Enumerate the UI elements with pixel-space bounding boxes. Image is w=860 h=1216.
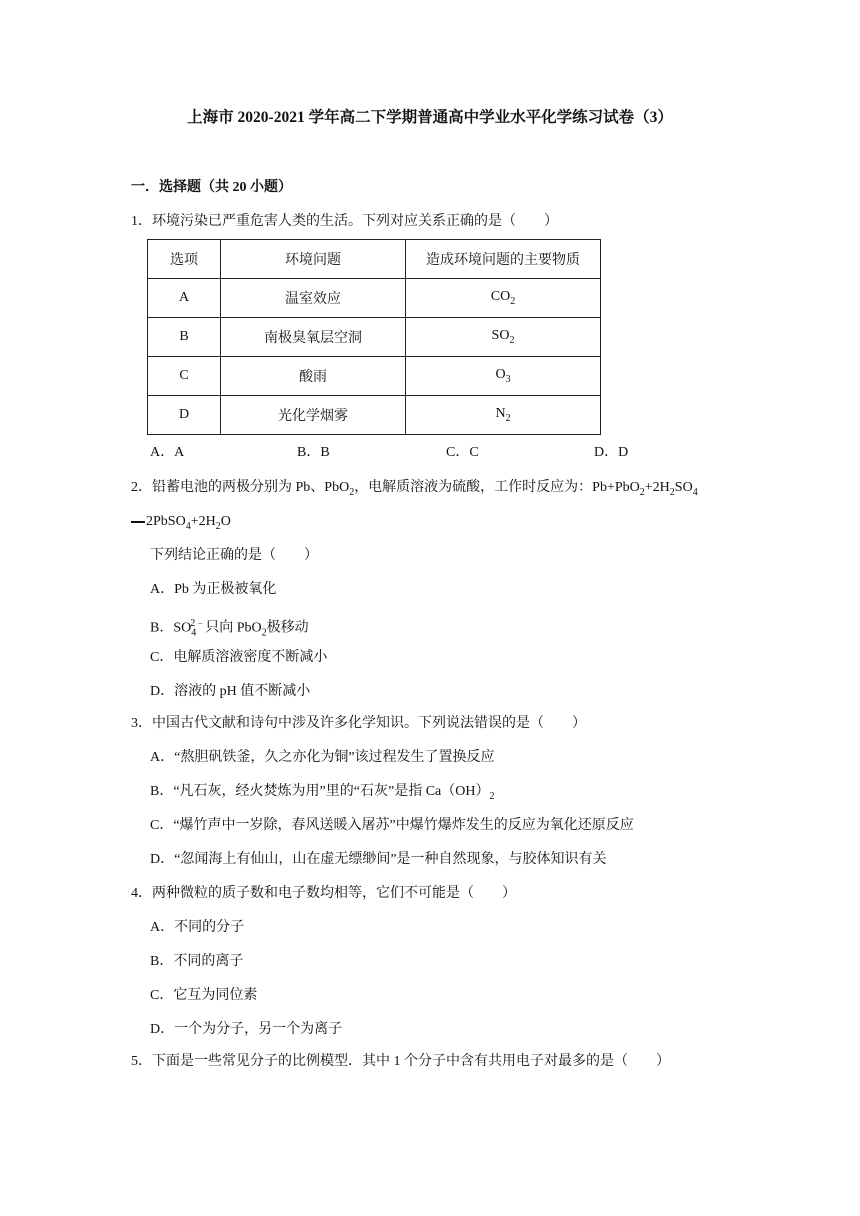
row-substance: $CO_2$ — [406, 279, 601, 318]
q4-option-d: D．一个为分子，另一个为离子 — [150, 1022, 343, 1037]
q3-option-d: D．“忽闻海上有仙山，山在虚无缥缈间”是一种自然现象，与胶体知识有关 — [150, 852, 607, 867]
q4-option-b: B．不同的离子 — [150, 954, 244, 969]
table-row — [148, 318, 601, 357]
q2-stem: 2．铅蓄电池的两极分别为 Pb、PbO$_2$，电解质溶液为硫酸，工作时反应为：$Pb+PbO_2+2H_2SO_4$ — [131, 480, 698, 498]
q2-equation-cont: $2PbSO_4+2H_2O$ — [131, 512, 231, 537]
q3-option-b: B．“凡石灰，经火焚炼为用”里的“石灰”是指 $Ca(OH)_2$ — [150, 784, 495, 802]
row-problem: 酸雨 — [221, 357, 406, 396]
row-option: C — [148, 357, 221, 396]
q3-stem: 3．中国古代文献和诗句中涉及许多化学知识。下列说法错误的是（ ） — [131, 716, 586, 731]
q1-option-b: B．B — [297, 445, 330, 460]
q2-option-c: C．电解质溶液密度不断减小 — [150, 650, 328, 665]
header-substance: 造成环境问题的主要物质 — [406, 240, 601, 279]
q2-option-d: D．溶液的 pH 值不断减小 — [150, 684, 311, 699]
row-option: A — [148, 279, 221, 318]
q1-option-c: C．C — [446, 445, 479, 460]
q2-prompt: 下列结论正确的是（ ） — [150, 548, 318, 563]
row-substance: $N_2$ — [406, 396, 601, 435]
row-substance: $SO_2$ — [406, 318, 601, 357]
table-row — [148, 357, 601, 396]
q1-option-a: A．A — [150, 445, 185, 460]
q3-option-a: A．“熬胆矾铁釜，久之亦化为铜”该过程发生了置换反应 — [150, 750, 495, 765]
row-option: D — [148, 396, 221, 435]
q2-option-a: A．Pb 为正极被氧化 — [150, 582, 277, 597]
row-substance: $O_3$ — [406, 357, 601, 396]
document-title: 上海市 2020-2021 学年高二下学期普通高中学业水平化学练习试卷（3） — [187, 109, 673, 126]
row-option: B — [148, 318, 221, 357]
q1-option-d: D．D — [594, 445, 629, 460]
header-problem: 环境问题 — [221, 240, 406, 279]
section-heading: 一．选择题（共 20 小题） — [131, 180, 292, 195]
header-option: 选项 — [148, 240, 221, 279]
row-problem: 南极臭氧层空洞 — [221, 318, 406, 357]
row-problem: 光化学烟雾 — [221, 396, 406, 435]
table-header-row — [148, 240, 601, 279]
q1-table — [147, 239, 601, 435]
row-problem: 温室效应 — [221, 279, 406, 318]
q4-option-c: C．它互为同位素 — [150, 988, 258, 1003]
equals-bar — [131, 521, 145, 523]
q4-option-a: A．不同的分子 — [150, 920, 245, 935]
q1-stem: 1．环境污染已严重危害人类的生活。下列对应关系正确的是（ ） — [131, 214, 558, 229]
q4-stem: 4．两种微粒的质子数和电子数均相等，它们不可能是（ ） — [131, 886, 516, 901]
q5-stem: 5．下面是一些常见分子的比例模型．其中 1 个分子中含有共用电子对最多的是（ ） — [131, 1054, 670, 1069]
q3-option-c: C．“爆竹声中一岁除，春风送暖入屠苏”中爆竹爆炸发生的反应为氧化还原反应 — [150, 818, 634, 833]
table-row — [148, 279, 601, 318]
table-row — [148, 396, 601, 435]
q2-option-b: B．$SO_4^{2﹣}$只向 PbO$_2$极移动 — [150, 618, 309, 639]
